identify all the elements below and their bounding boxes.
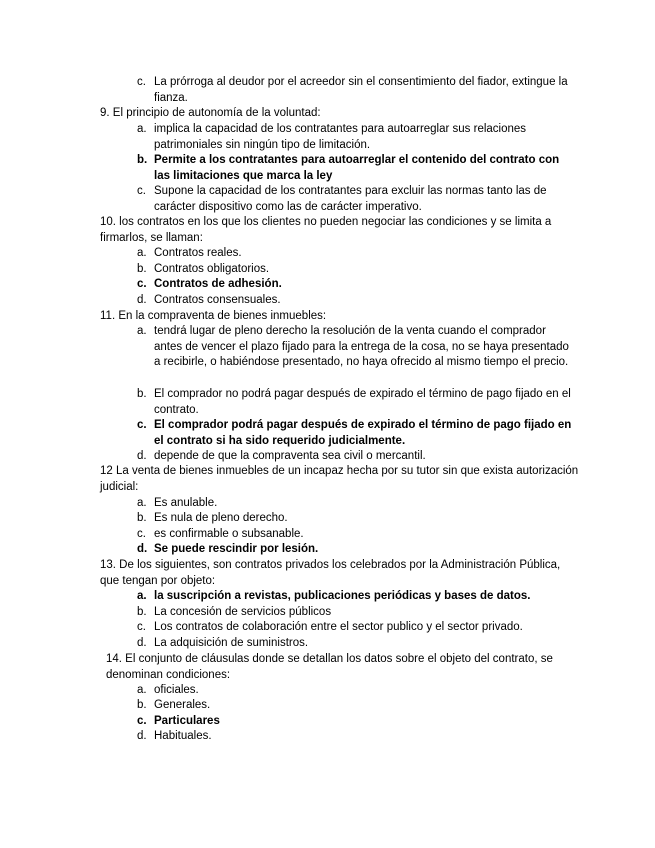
- option-letter: b.: [137, 388, 147, 400]
- option-item-answer: [137, 277, 577, 293]
- option-text: Generales.: [154, 699, 211, 711]
- option-text: tendrá lugar de pleno derecho la resolución de la venta cuando el comprador antes de vencer el plazo fijado para la entrega de la cosa, no se haya presentado a recibirle, o habiéndose presentado, no haya ofrecido al mismo tiempo el precio.: [154, 325, 569, 368]
- option-letter: d.: [137, 543, 148, 555]
- question-14: 14. El conjunto de cláusulas donde se detallan los datos sobre el objeto del contrato, se denominan condiciones:: [106, 653, 553, 681]
- option-item: [137, 636, 577, 652]
- option-item: [137, 75, 577, 106]
- option-letter: b.: [137, 512, 147, 524]
- option-item: [137, 262, 577, 278]
- option-text: Contratos reales.: [154, 247, 242, 259]
- option-letter: c.: [137, 185, 146, 197]
- option-item-answer: [137, 542, 577, 558]
- option-text: La prórroga al deudor por el acreedor sin el consentimiento del fiador, extingue la fianza.: [154, 76, 568, 104]
- option-letter: a.: [137, 325, 147, 337]
- option-text: El comprador no podrá pagar después de expirado el término de pago fijado en el contrato.: [154, 388, 571, 416]
- option-item: [137, 246, 577, 262]
- option-item: [137, 605, 577, 621]
- option-item-answer: [137, 714, 577, 730]
- option-item: [137, 324, 577, 371]
- option-letter: c.: [137, 715, 147, 727]
- option-letter: b.: [137, 263, 147, 275]
- option-item-answer: [137, 153, 577, 184]
- question-10: 10. los contratos en los que los clientes no pueden negociar las condiciones y se limita a firmarlos, se llaman:: [100, 216, 552, 244]
- question-12: 12 La venta de bienes inmuebles de un incapaz hecha por su tutor sin que exista autorización judicial:: [100, 465, 579, 493]
- option-letter: b.: [137, 606, 147, 618]
- option-text: la suscripción a revistas, publicaciones periódicas y bases de datos.: [154, 590, 531, 602]
- option-letter: d.: [137, 294, 147, 306]
- option-item: [137, 527, 577, 543]
- option-letter: d.: [137, 730, 147, 742]
- option-letter: a.: [137, 684, 147, 696]
- option-letter: a.: [137, 247, 147, 259]
- option-text: Contratos consensuales.: [154, 294, 281, 306]
- option-text: Permite a los contratantes para autoarreglar el contenido del contrato con las limitaciones que marca la ley: [154, 154, 560, 182]
- option-item: [137, 293, 577, 309]
- option-item-answer: [137, 418, 577, 449]
- option-text: El comprador podrá pagar después de expirado el término de pago fijado en el contrato si ha sido requerido judicialmente.: [154, 419, 572, 447]
- option-letter: a.: [137, 590, 147, 602]
- option-text: Contratos obligatorios.: [154, 263, 270, 275]
- option-letter: c.: [137, 278, 147, 290]
- option-letter: d.: [137, 637, 147, 649]
- option-letter: c.: [137, 419, 147, 431]
- option-text: Es anulable.: [154, 497, 218, 509]
- option-text: Se puede rescindir por lesión.: [154, 543, 319, 555]
- option-text: Particulares: [154, 715, 220, 727]
- option-item: [137, 698, 577, 714]
- question-11: 11. En la compraventa de bienes inmuebles:: [100, 310, 327, 322]
- option-text: La concesión de servicios públicos: [154, 606, 332, 618]
- option-item: [137, 683, 577, 699]
- option-item: [137, 496, 577, 512]
- option-letter: a.: [137, 497, 147, 509]
- option-item: [137, 449, 577, 465]
- option-item: [137, 511, 577, 527]
- option-letter: c.: [137, 621, 146, 633]
- option-text: Supone la capacidad de los contratantes para excluir las normas tanto las de carácter dispositivo como las de carácter imperativo.: [154, 185, 547, 213]
- option-letter: c.: [137, 76, 146, 88]
- option-item: [137, 184, 577, 215]
- option-text: oficiales.: [154, 684, 199, 696]
- option-letter: a.: [137, 123, 147, 135]
- option-text: Es nula de pleno derecho.: [154, 512, 288, 524]
- option-letter: c.: [137, 528, 146, 540]
- option-letter: d.: [137, 450, 147, 462]
- option-text: La adquisición de suministros.: [154, 637, 309, 649]
- option-item: [137, 620, 577, 636]
- option-text: Habituales.: [154, 730, 212, 742]
- option-text: Los contratos de colaboración entre el sector publico y el sector privado.: [154, 621, 523, 633]
- option-item: [137, 729, 577, 745]
- question-9: 9. El principio de autonomía de la voluntad:: [100, 107, 321, 119]
- option-text: es confirmable o subsanable.: [154, 528, 304, 540]
- option-text: depende de que la compraventa sea civil o mercantil.: [154, 450, 426, 462]
- option-item: [137, 122, 577, 153]
- option-item-answer: [137, 589, 577, 605]
- option-item: [137, 387, 577, 418]
- option-text: implica la capacidad de los contratantes para autoarreglar sus relaciones patrimoniales sin ningún tipo de limitación.: [154, 123, 527, 151]
- option-letter: b.: [137, 154, 148, 166]
- question-13: 13. De los siguientes, son contratos privados los celebrados por la Administración Pública, que tengan por objeto:: [100, 559, 561, 587]
- option-letter: b.: [137, 699, 147, 711]
- option-text: Contratos de adhesión.: [154, 278, 282, 290]
